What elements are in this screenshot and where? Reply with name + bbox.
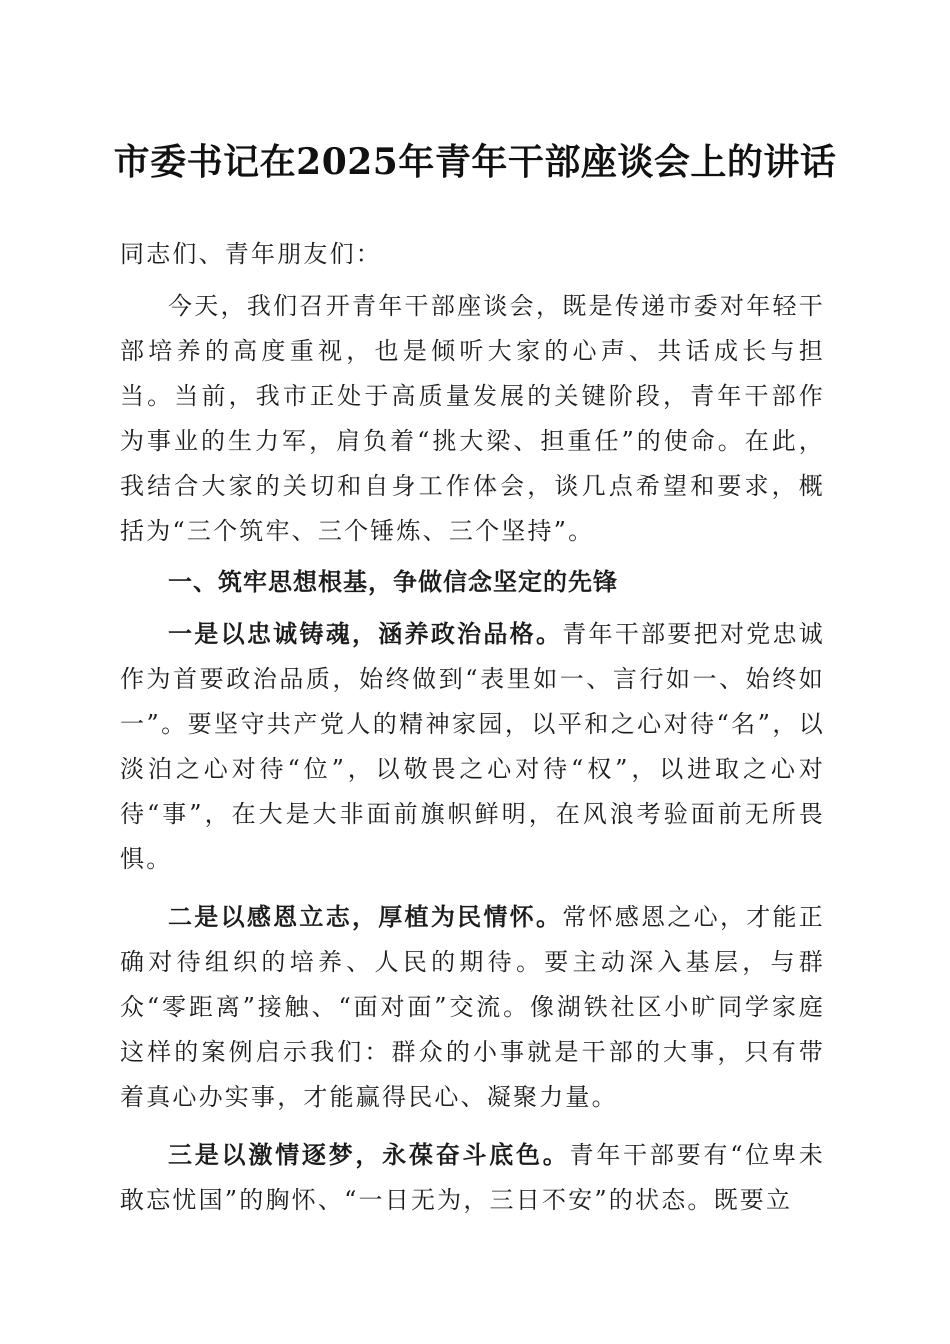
paragraph-1-lead: 一是以忠诚铸魂，涵养政治品格。 — [168, 619, 563, 648]
paragraph-3-text: 青年干部要有“位卑未敢忘忧国”的胸怀、“一日无为，三日不安”的状态。既要立 — [120, 1141, 825, 1214]
paragraph-3 — [120, 1132, 825, 1223]
paragraph-1 — [120, 611, 825, 882]
intro-paragraph: 今天，我们召开青年干部座谈会，既是传递市委对年轻干部培养的高度重视，也是倾听大家的心声、共话成长与担当。当前，我市正处于高质量发展的关键阶段，青年干部作为事业的生力军，肩负着“挑大梁、担重任”的使命。在此，我结合大家的关切和自身工作体会，谈几点希望和要求，概括为“三个筑牢、三个锤炼、三个坚持”。 — [120, 292, 825, 545]
section-heading: 一、筑牢思想根基，争做信念坚定的先锋 — [168, 568, 618, 596]
salutation: 同志们、青年朋友们： — [120, 240, 382, 268]
document-body — [120, 232, 825, 1223]
paragraph-1-text: 青年干部要把对党忠诚作为首要政治品质，始终做到“表里如一、言行如一、始终如一”。要坚守共产党人的精神家园，以平和之心对待“名”，以淡泊之心对待“位”，以敬畏之心对待“权”，以进取之心对待“事”，在大是大非面前旗帜鲜明，在风浪考验面前无所畏惧。 — [120, 620, 825, 873]
paragraph-2 — [120, 894, 825, 1120]
paragraph-2-lead: 二是以感恩立志，厚植为民情怀。 — [168, 902, 563, 931]
paragraph-3-lead: 三是以激情逐梦，永葆奋斗底色。 — [168, 1140, 570, 1169]
page-title: 市委书记在2025年青年干部座谈会上的讲话 — [113, 141, 837, 183]
paragraph-2-text: 常怀感恩之心，才能正确对待组织的培养、人民的期待。要主动深入基层，与群众“零距离”接触、“面对面”交流。像湖铁社区小旷同学家庭这样的案例启示我们：群众的小事就是干部的大事，只有带着真心办实事，才能赢得民心、凝聚力量。 — [120, 903, 825, 1111]
